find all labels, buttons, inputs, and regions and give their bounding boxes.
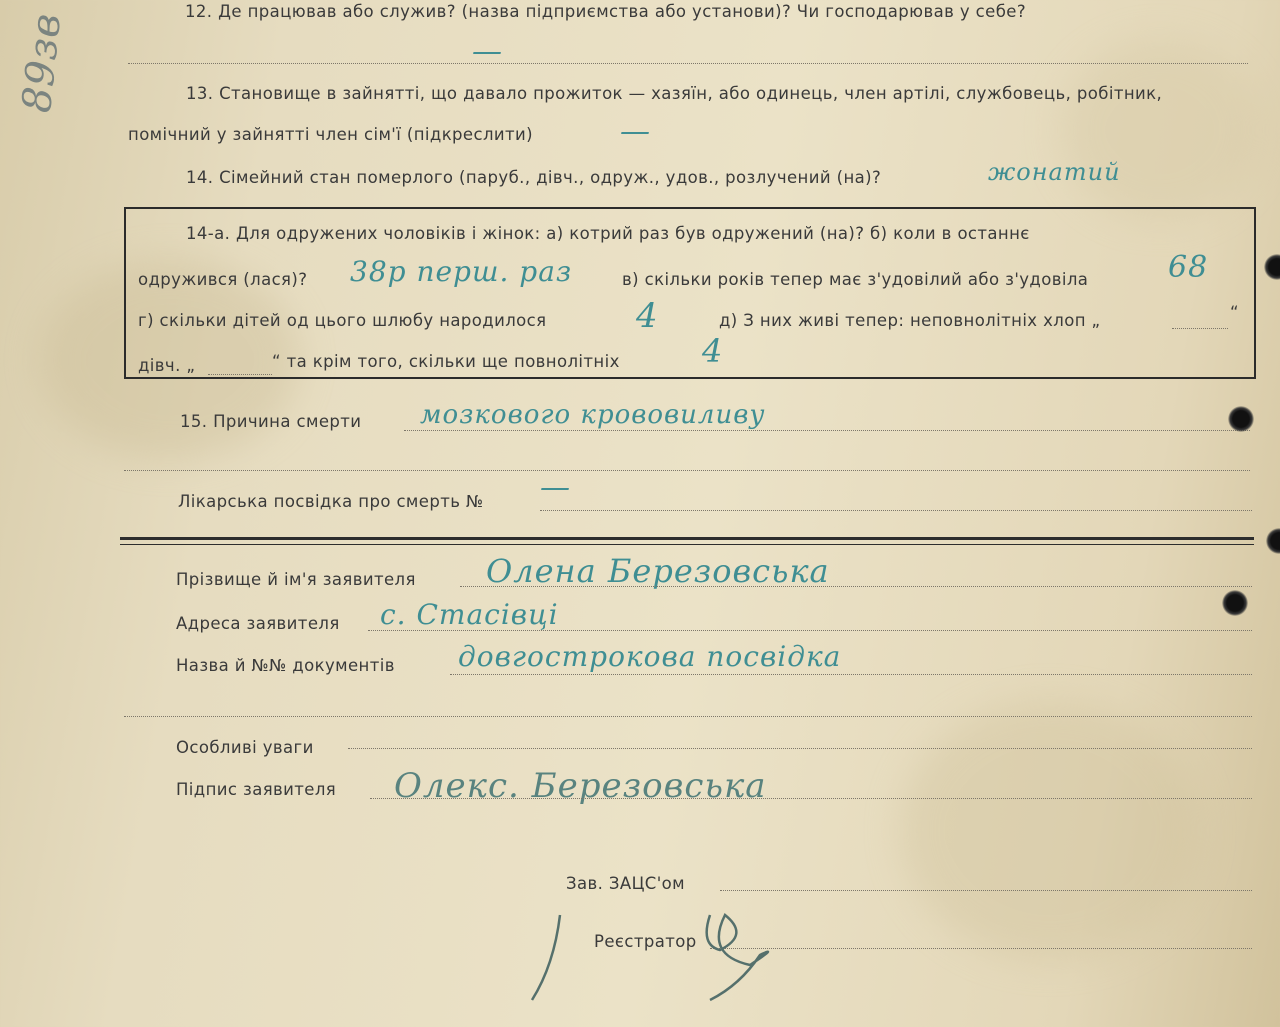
medical-answer-line: [540, 510, 1252, 511]
applicant-address-label: Адреса заявителя: [176, 614, 340, 633]
office-head-line: [720, 890, 1252, 891]
punch-hole: [1266, 528, 1280, 554]
q14a-line4-mid: “ та крім того, скільки ще повнолітніх: [272, 352, 620, 371]
office-head-label: Зав. ЗАЦС'ом: [566, 874, 685, 893]
registrar-signature: [520, 895, 780, 1015]
q14a-line2-left: одружився (лася)?: [138, 270, 308, 289]
q15-answer-line-2: [124, 470, 1250, 471]
registrar-label: Реєстратор: [594, 932, 697, 951]
section-separator-top: [120, 537, 1254, 540]
q12-label: 12. Де працював або служив? (назва підприємства або установи)? Чи господарював у себе?: [185, 2, 1026, 21]
applicant-docs-line: [450, 674, 1252, 675]
applicant-signature: Олекс. Березовська: [394, 766, 767, 806]
medical-answer: —: [540, 470, 571, 505]
q14a-line3-right: д) З них живі тепер: неповнолітніх хлоп „: [719, 311, 1101, 330]
notes-label: Особливі уваги: [176, 738, 314, 757]
q12-answer: —: [472, 34, 503, 69]
applicant-address-value: с. Стасівці: [380, 598, 559, 631]
applicant-docs-line-2: [124, 716, 1252, 717]
signature-label: Підпис заявителя: [176, 780, 337, 799]
q12-answer-line: [128, 63, 1248, 64]
q13-label-line1: 13. Становище в зайнятті, що давало прожиток — хазяїн, або одинець, член артілі, службовець, робітник,: [186, 84, 1163, 103]
q14a-girls-line: [208, 374, 272, 375]
q15-answer: мозкового крововиливу: [420, 400, 766, 430]
q13-answer: —: [620, 114, 651, 149]
signature-line: [370, 798, 1252, 799]
q14a-boys-line: [1172, 328, 1228, 329]
applicant-docs-value: довгострокова посвідка: [458, 640, 842, 673]
q14a-line4-left: дівч. „: [138, 356, 196, 375]
punch-hole: [1228, 406, 1254, 432]
applicant-name-value: Олена Березовська: [486, 552, 830, 590]
notes-line: [348, 748, 1252, 749]
q14a-answer-b: 38р перш. раз: [350, 255, 573, 288]
q14a-answer-adult: 4: [702, 332, 724, 370]
medical-label: Лікарська посвідка про смерть №: [178, 492, 484, 511]
punch-hole: [1264, 254, 1280, 280]
q14a-line3-left: г) скільки дітей од цього шлюбу народилося: [138, 311, 547, 330]
registrar-line: [710, 948, 1252, 949]
applicant-name-line: [460, 586, 1252, 587]
q15-label: 15. Причина смерти: [180, 412, 362, 431]
margin-archive-note: 89зв: [14, 10, 71, 115]
q14-label: 14. Сімейний стан померлого (паруб., дівч., одруж., удов., розлучений (на)?: [186, 168, 882, 187]
applicant-address-line: [368, 630, 1252, 631]
q13-label-line2: помічний у зайнятті член сім'ї (підкреслити): [128, 125, 533, 144]
q14a-answer-v: 68: [1168, 250, 1209, 285]
q14a-line1: 14-а. Для одружених чоловіків і жінок: а) котрий раз був одружений (на)? б) коли в останнє: [186, 224, 1030, 243]
q14a-line2-right: в) скільки років тепер має з'удовілий або з'удовіла: [622, 270, 1089, 289]
q14a-answer-g: 4: [636, 296, 659, 336]
q14-answer: жонатий: [988, 158, 1121, 186]
applicant-name-label: Прізвище й ім'я заявителя: [176, 570, 416, 589]
punch-hole: [1222, 590, 1248, 616]
section-separator-bottom: [120, 544, 1254, 545]
applicant-docs-label: Назва й №№ документів: [176, 656, 395, 675]
q15-answer-line: [404, 430, 1250, 431]
q14a-line3-end: “: [1230, 303, 1239, 322]
